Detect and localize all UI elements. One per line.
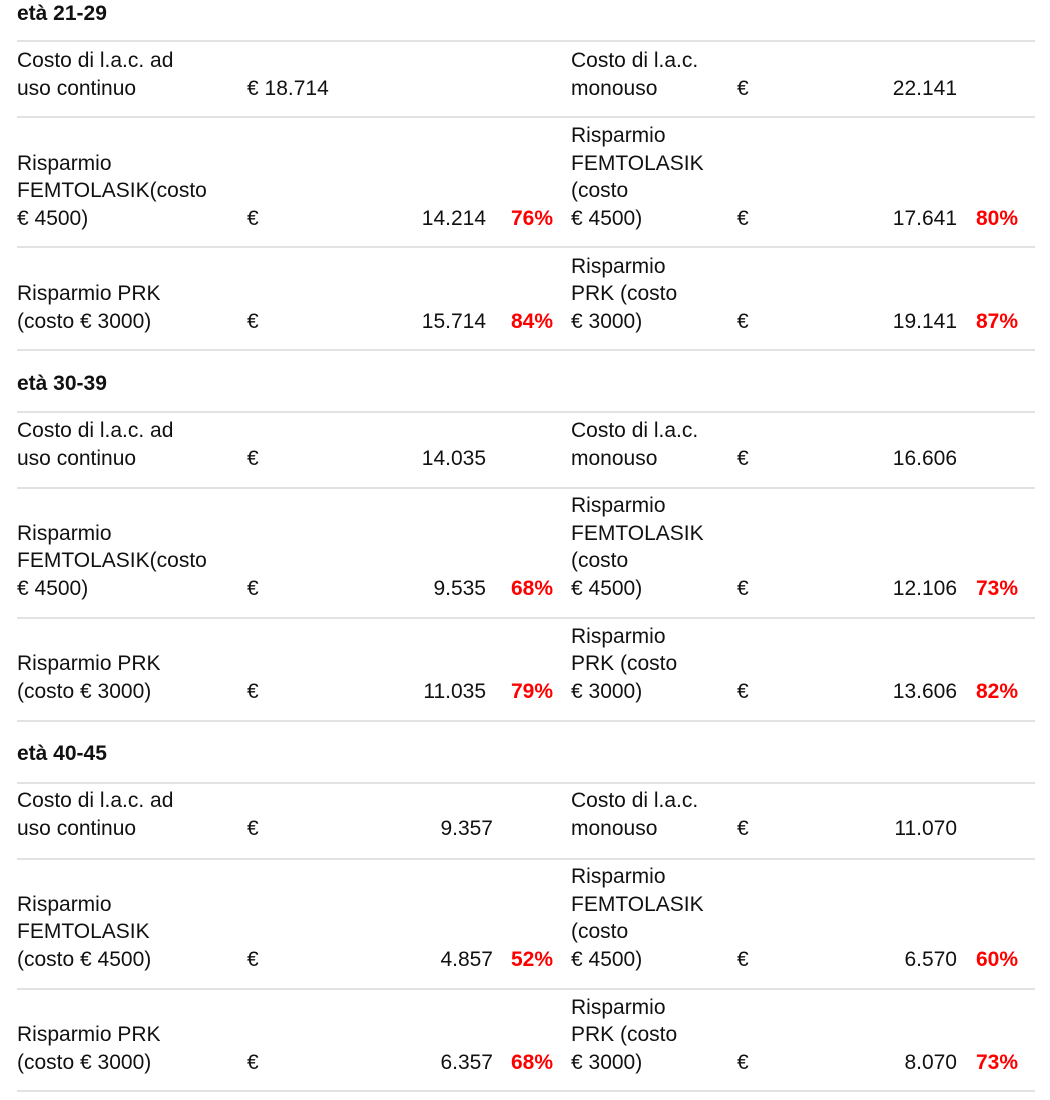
right-label-line: € 3000)	[571, 309, 643, 333]
row-divider	[17, 411, 1035, 413]
right-value: 8.070	[904, 1050, 957, 1074]
right-label-line: € 3000)	[571, 679, 643, 703]
left-value: 4.857	[440, 947, 493, 971]
right-currency: €	[737, 309, 749, 333]
right-label-line: Risparmio	[571, 494, 666, 517]
right-label-line: € 4500)	[571, 206, 643, 230]
left-label-line: FEMTOLASIK	[17, 920, 150, 943]
right-label-line: FEMTOLASIK	[571, 521, 704, 545]
left-percent: 68%	[510, 1050, 553, 1074]
left-label-line: (costo € 3000)	[17, 309, 152, 333]
left-percent: 76%	[510, 206, 553, 230]
right-label-line: monouso	[571, 446, 658, 470]
right-label-line: monouso	[571, 76, 658, 100]
right-label-line: Risparmio	[571, 624, 666, 648]
right-label-line: Risparmio	[571, 124, 666, 147]
left-label-line: Risparmio PRK	[17, 652, 161, 675]
left-value: 14.214	[421, 206, 486, 230]
right-value: 13.606	[892, 679, 957, 703]
left-percent: 79%	[510, 679, 553, 703]
row-divider	[17, 617, 1035, 619]
right-currency: €	[737, 206, 749, 230]
left-label-line: Costo di l.a.c. ad	[17, 419, 174, 442]
right-label-line: (costo	[571, 179, 629, 202]
left-currency: €	[247, 576, 259, 600]
right-currency: €	[737, 679, 749, 703]
row-divider	[17, 782, 1035, 784]
right-value: 16.606	[892, 446, 957, 470]
row-divider	[17, 40, 1035, 42]
right-label-line: € 4500)	[571, 576, 643, 600]
left-value: 14.035	[421, 446, 486, 470]
row-divider	[17, 349, 1035, 351]
right-label-line: (costo	[571, 549, 629, 572]
right-percent: 60%	[975, 947, 1018, 971]
row-divider	[17, 858, 1035, 860]
left-percent: 68%	[510, 576, 553, 600]
right-currency: €	[737, 1050, 749, 1074]
left-label-line: FEMTOLASIK(costo	[17, 179, 207, 202]
left-value: 9.535	[433, 576, 486, 600]
row-divider	[17, 720, 1035, 722]
left-label-line: FEMTOLASIK(costo	[17, 549, 207, 572]
right-value: 19.141	[892, 309, 957, 333]
right-label-line: (costo	[571, 920, 629, 943]
right-label-line: FEMTOLASIK	[571, 151, 704, 175]
left-label-line: uso continuo	[17, 76, 137, 100]
left-label-line: € 4500)	[17, 576, 89, 600]
right-currency: €	[737, 947, 749, 971]
left-value: 6.357	[440, 1050, 493, 1074]
right-label-line: Costo di l.a.c.	[571, 49, 699, 72]
right-label-line: € 3000)	[571, 1050, 643, 1074]
right-percent: 87%	[975, 309, 1018, 333]
right-label-line: Costo di l.a.c.	[571, 419, 699, 442]
right-label-line: Risparmio	[571, 254, 666, 278]
left-percent: 84%	[510, 309, 553, 333]
right-label-line: Risparmio	[571, 995, 666, 1019]
right-currency: €	[737, 816, 749, 840]
section-title: età 21-29	[17, 1, 107, 25]
left-label-line: (costo € 4500)	[17, 947, 152, 971]
left-label-line: Risparmio PRK	[17, 1023, 161, 1046]
left-currency: €	[247, 679, 259, 703]
left-label-line: Risparmio	[17, 892, 112, 916]
left-currency: €	[247, 816, 259, 840]
left-value: 9.357	[440, 816, 493, 840]
row-divider	[17, 988, 1035, 990]
right-label-line: € 4500)	[571, 947, 643, 971]
right-value: 17.641	[892, 206, 957, 230]
right-percent: 73%	[975, 1050, 1018, 1074]
left-value: 11.035	[423, 679, 486, 703]
left-label-line: Risparmio	[17, 151, 112, 175]
right-label-line: PRK (costo	[571, 282, 678, 305]
left-value: 15.714	[421, 309, 486, 333]
left-currency: €	[247, 309, 259, 333]
left-label-line: € 4500)	[17, 206, 89, 230]
left-label-line: Risparmio PRK	[17, 282, 161, 305]
right-label-line: PRK (costo	[571, 1023, 678, 1046]
right-currency: €	[737, 446, 749, 470]
right-value: 6.570	[904, 947, 957, 971]
right-label-line: monouso	[571, 816, 658, 840]
right-percent: 73%	[975, 576, 1018, 600]
row-divider	[17, 116, 1035, 118]
right-label-line: Risparmio	[571, 865, 666, 888]
section-title: età 40-45	[17, 741, 107, 765]
left-label-line: Costo di l.a.c. ad	[17, 789, 174, 812]
row-divider	[17, 246, 1035, 248]
left-currency: €	[247, 206, 259, 230]
right-value: 11.070	[894, 816, 957, 840]
right-value: 12.106	[892, 576, 957, 600]
left-currency: €	[247, 446, 259, 470]
right-label-line: FEMTOLASIK	[571, 892, 704, 916]
row-divider	[17, 1090, 1035, 1092]
section-title: età 30-39	[17, 371, 107, 395]
right-currency: €	[737, 576, 749, 600]
right-currency: €	[737, 76, 749, 100]
left-label-line: uso continuo	[17, 816, 137, 840]
left-label-line: (costo € 3000)	[17, 679, 152, 703]
left-label-line: (costo € 3000)	[17, 1050, 152, 1074]
left-currency: €	[247, 1050, 259, 1074]
right-label-line: Costo di l.a.c.	[571, 789, 699, 812]
row-divider	[17, 487, 1035, 489]
left-currency: € 18.714	[247, 76, 329, 100]
right-label-line: PRK (costo	[571, 652, 678, 675]
left-label-line: Risparmio	[17, 521, 112, 545]
left-label-line: Costo di l.a.c. ad	[17, 49, 174, 72]
left-label-line: uso continuo	[17, 446, 137, 470]
right-percent: 82%	[975, 679, 1018, 703]
left-percent: 52%	[510, 947, 553, 971]
left-currency: €	[247, 947, 259, 971]
right-value: 22.141	[892, 76, 957, 100]
right-percent: 80%	[975, 206, 1018, 230]
